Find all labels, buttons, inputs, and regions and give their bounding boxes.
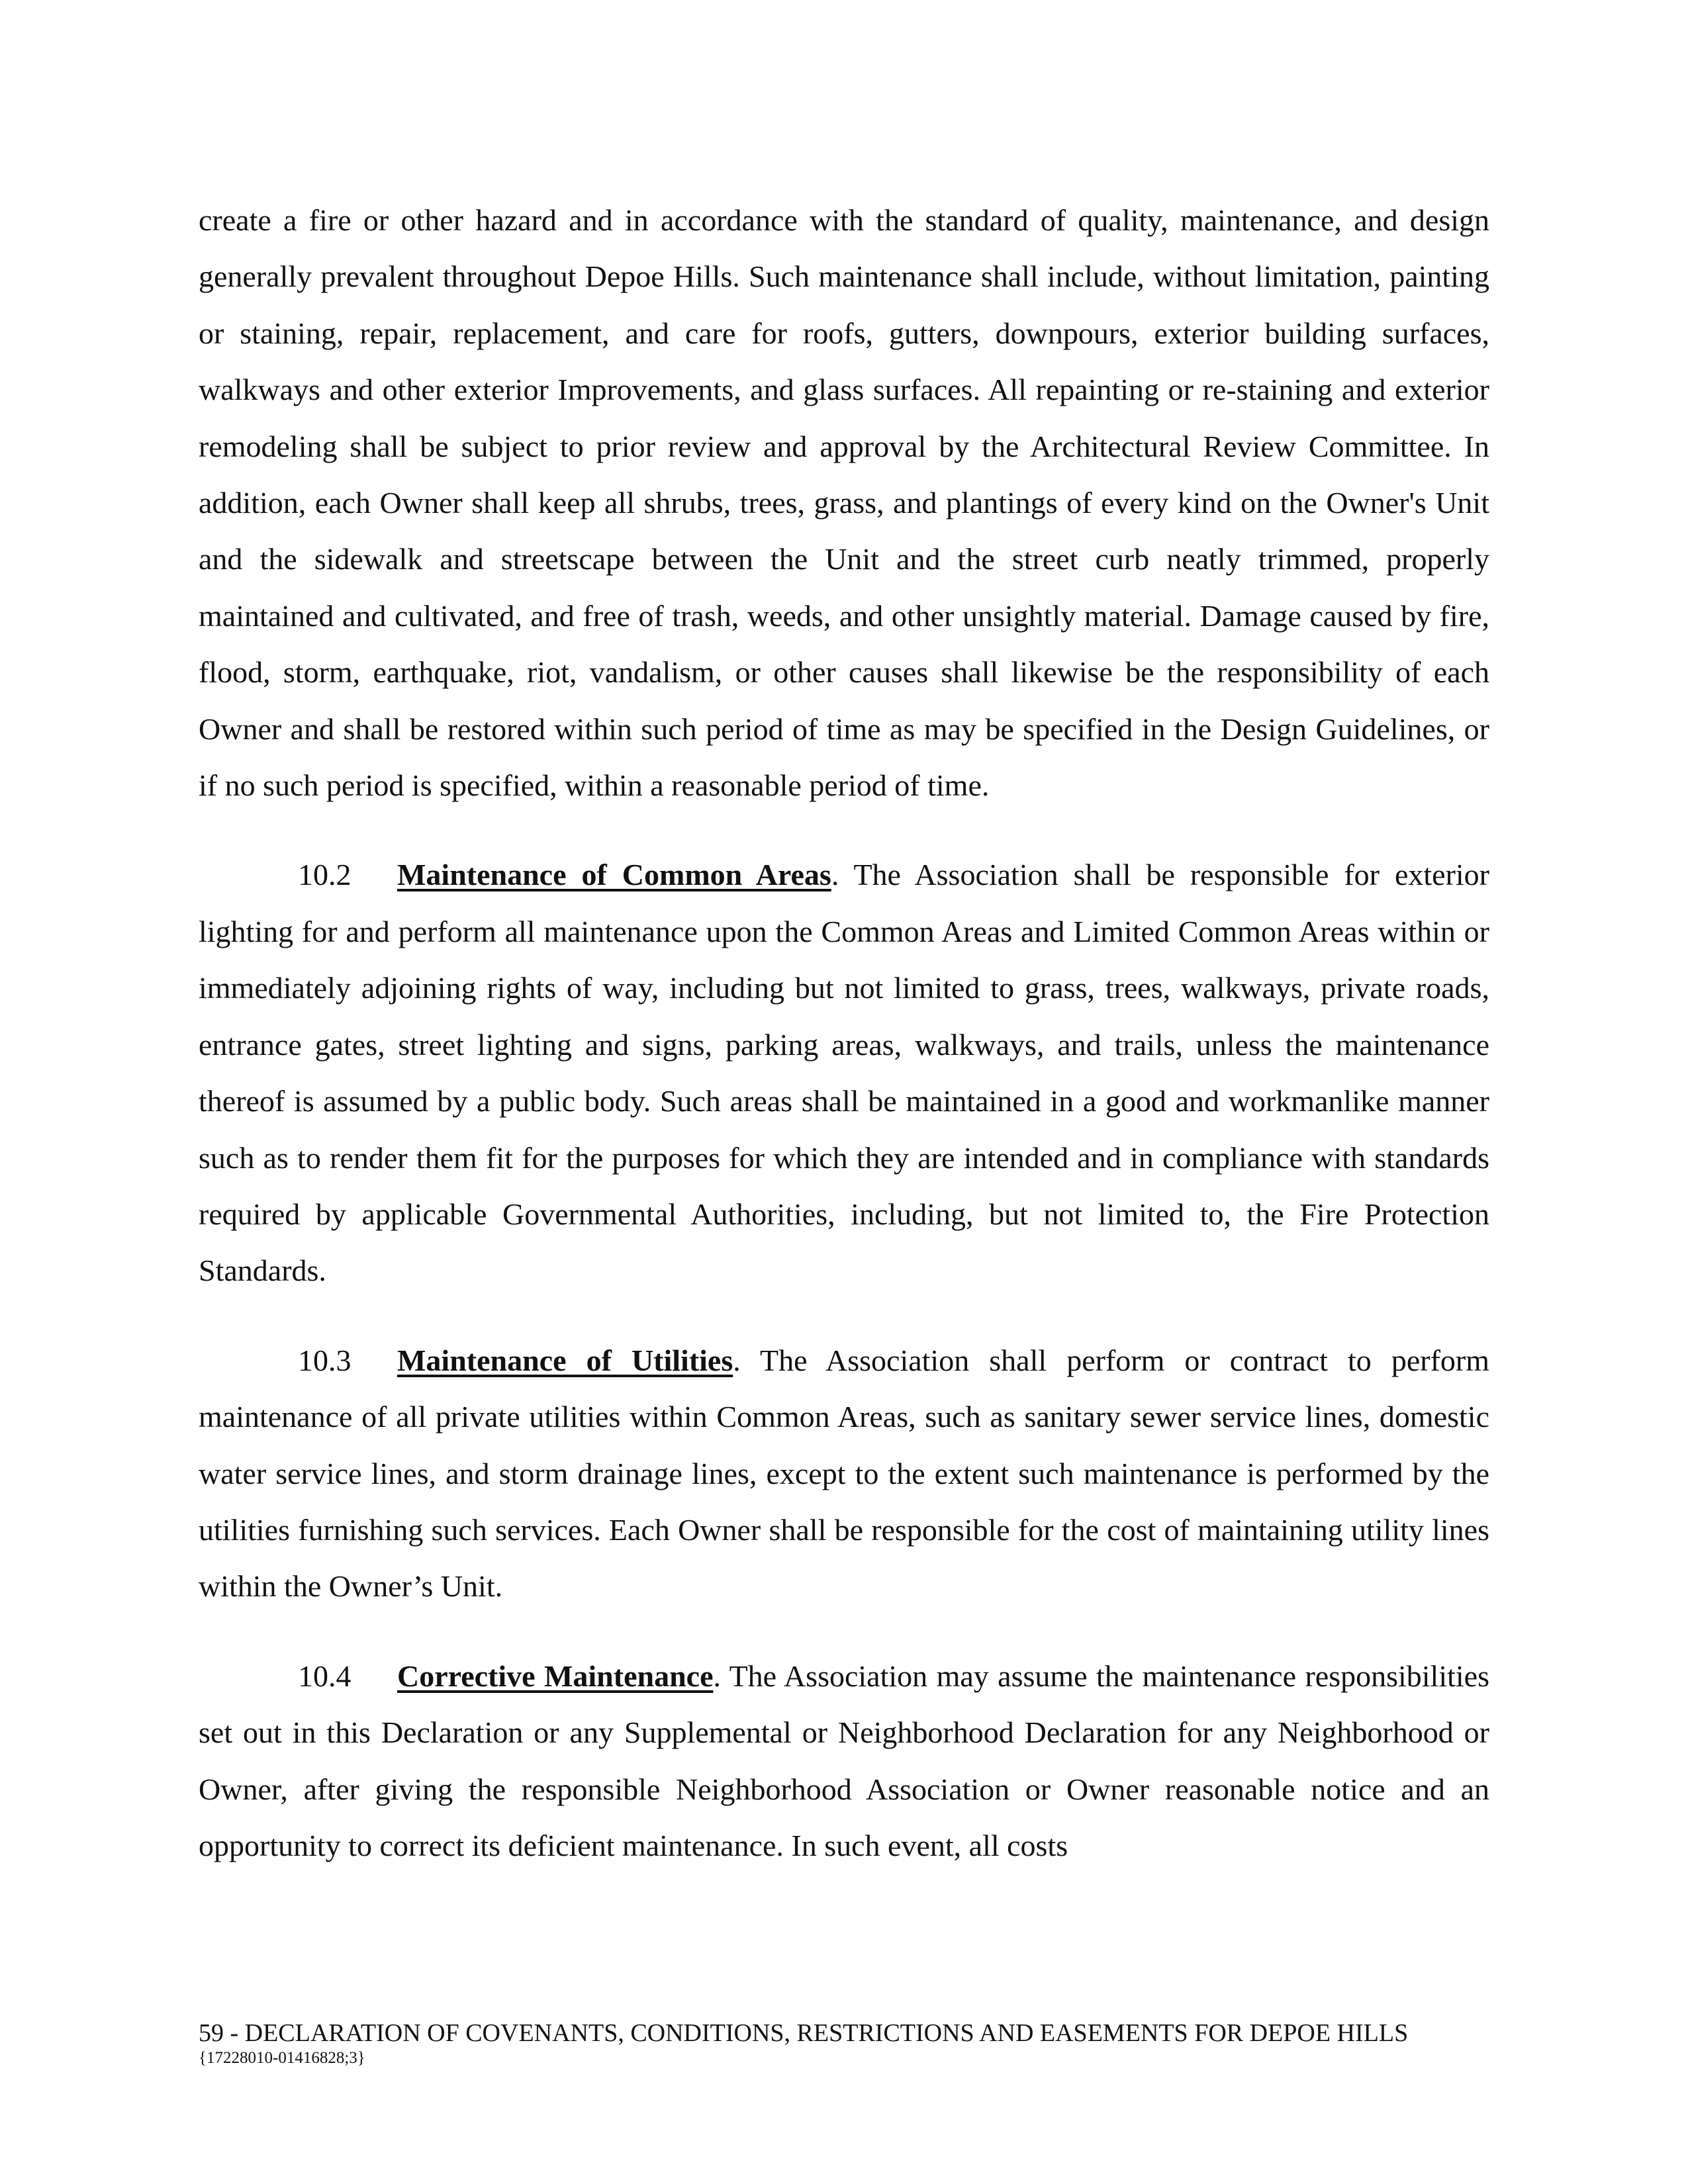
- continued-paragraph: create a fire or other hazard and in accordance with the standard of quality, maintenance, and design generally prevalent throughout Depoe Hills. Such maintenance shall include, without limitation, painting or staining, repair, replacement, and care for roofs, gutters, downpours, exterior building surfaces, walkways and other exterior Improvements, and glass surfaces. All repainting or re-staining and exterior remodeling shall be subject to prior review and approval by the Architectural Review Committee. In addition, each Owner shall keep all shrubs, trees, grass, and plantings of every kind on the Owner's Unit and the sidewalk and streetscape between the Unit and the street curb neatly trimmed, properly maintained and cultivated, and free of trash, weeds, and other unsightly material. Damage caused by fire, flood, storm, earthquake, riot, vandalism, or other causes shall likewise be the responsibility of each Owner and shall be restored within such period of time as may be specified in the Design Guidelines, or if no such period is specified, within a reasonable period of time.: [199, 203, 1489, 803]
- section-heading: Corrective Maintenance: [397, 1659, 714, 1693]
- section-number: 10.2: [298, 858, 352, 892]
- section-10-3: [199, 1332, 1489, 1615]
- footer-document-id: {17228010-01416828;3}: [199, 2049, 365, 2067]
- section-number: 10.3: [298, 1343, 352, 1377]
- section-text: . The Association shall perform or contract to perform maintenance of all private utilities within Common Areas, such as sanitary sewer service lines, domestic water service lines, and storm drainage lines, except to the extent such maintenance is performed by the utilities furnishing such services. Each Owner shall be responsible for the cost of maintaining utility lines within the Owner’s Unit.: [199, 1343, 1489, 1604]
- section-10-4: [199, 1648, 1489, 1874]
- page-footer: [199, 2019, 1489, 2069]
- section-10-2: [199, 846, 1489, 1298]
- footer-page-title: 59 - DECLARATION OF COVENANTS, CONDITIONS, RESTRICTIONS AND EASEMENTS FOR DEPOE HILLS: [199, 2019, 1409, 2047]
- section-heading: Maintenance of Utilities: [397, 1343, 733, 1377]
- section-number: 10.4: [298, 1659, 352, 1693]
- section-text: . The Association shall be responsible for exterior lighting for and perform all maintenance upon the Common Areas and Limited Common Areas within or immediately adjoining rights of way, including but not limited to grass, trees, walkways, private roads, entrance gates, street lighting and signs, parking areas, walkways, and trails, unless the maintenance thereof is assumed by a public body. Such areas shall be maintained in a good and workmanlike manner such as to render them fit for the purposes for which they are intended and in compliance with standards required by applicable Governmental Authorities, including, but not limited to, the Fire Protection Standards.: [199, 858, 1490, 1288]
- document-body: [199, 192, 1489, 1907]
- section-text: . The Association may assume the maintenance responsibilities set out in this Declaration or any Supplemental or Neighborhood Declaration for any Neighborhood or Owner, after giving the responsible Neighborhood Association or Owner reasonable notice and an opportunity to correct its deficient maintenance. In such event, all costs: [199, 1659, 1489, 1862]
- section-heading: Maintenance of Common Areas: [397, 858, 831, 892]
